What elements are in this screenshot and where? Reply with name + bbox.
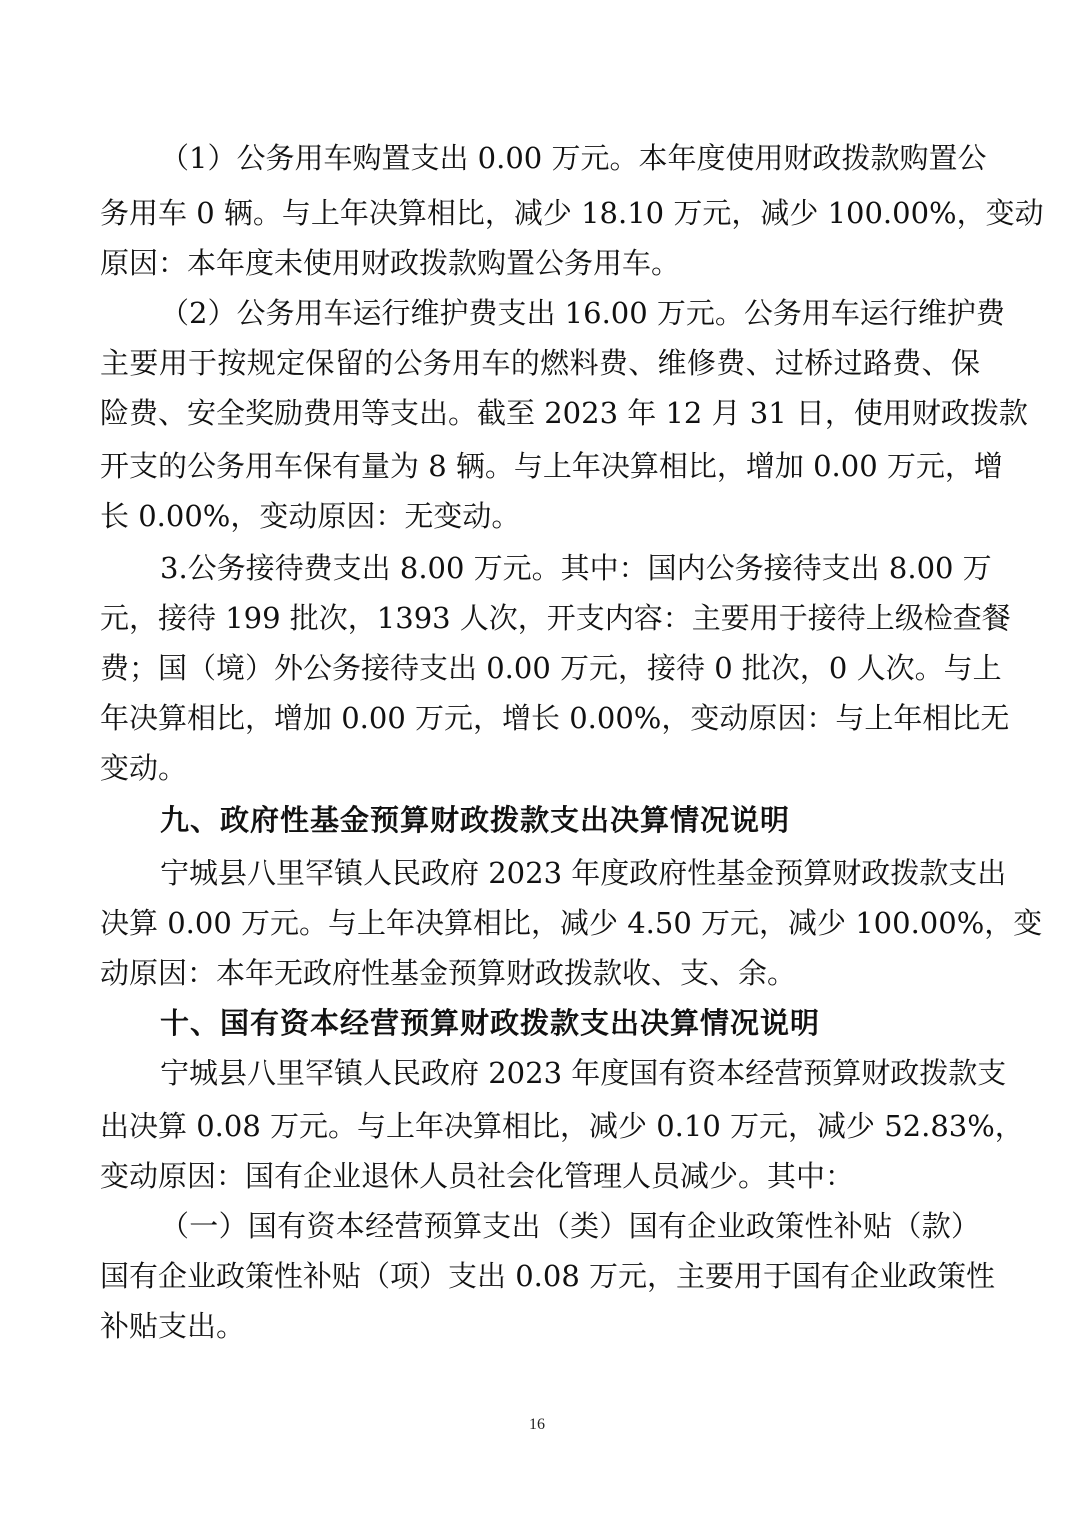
paragraph-line: 宁城县八里罕镇人民政府 2023 年度国有资本经营预算财政拨款支 [160, 1056, 1007, 1090]
paragraph-line: 主要用于按规定保留的公务用车的燃料费、维修费、过桥过路费、保 [100, 346, 980, 380]
paragraph-line: 费；国（境）外公务接待支出 0.00 万元，接待 0 批次，0 人次。与上 [100, 651, 1002, 685]
section-heading-10: 十、国有资本经营预算财政拨款支出决算情况说明 [160, 1006, 821, 1040]
paragraph-line: 出决算 0.08 万元。与上年决算相比，减少 0.10 万元，减少 52.83%， [100, 1109, 1024, 1143]
paragraph-line: 元，接待 199 批次，1393 人次，开支内容：主要用于接待上级检查餐 [100, 601, 1011, 635]
paragraph-line: 3.公务接待费支出 8.00 万元。其中：国内公务接待支出 8.00 万 [160, 551, 992, 585]
paragraph-line: （2）公务用车运行维护费支出 16.00 万元。公务用车运行维护费 [160, 296, 1005, 330]
paragraph-line: 年决算相比，增加 0.00 万元，增长 0.00%，变动原因：与上年相比无 [100, 701, 1010, 735]
paragraph-line: 补贴支出。 [100, 1309, 246, 1343]
section-heading-9: 九、政府性基金预算财政拨款支出决算情况说明 [160, 803, 791, 837]
paragraph-line: 长 0.00%，变动原因：无变动。 [100, 499, 521, 533]
paragraph-line: 决算 0.00 万元。与上年决算相比，减少 4.50 万元，减少 100.00%，变 [100, 906, 1043, 940]
paragraph-line: 险费、安全奖励费用等支出。截至 2023 年 12 月 31 日，使用财政拨款 [100, 396, 1028, 430]
paragraph-line: 变动原因：国有企业退休人员社会化管理人员减少。其中： [100, 1159, 855, 1193]
paragraph-line: 动原因：本年无政府性基金预算财政拨款收、支、余。 [100, 956, 797, 990]
paragraph-line: 务用车 0 辆。与上年决算相比，减少 18.10 万元，减少 100.00%，变动 [100, 196, 1044, 230]
paragraph-line: 开支的公务用车保有量为 8 辆。与上年决算相比，增加 0.00 万元，增 [100, 449, 1003, 483]
paragraph-line: （1）公务用车购置支出 0.00 万元。本年度使用财政拨款购置公 [160, 141, 987, 175]
page-number: 16 [529, 1416, 545, 1433]
paragraph-line: 宁城县八里罕镇人民政府 2023 年度政府性基金预算财政拨款支出 [160, 856, 1007, 890]
paragraph-line: 变动。 [100, 751, 188, 785]
paragraph-line: 国有企业政策性补贴（项）支出 0.08 万元，主要用于国有企业政策性 [100, 1259, 996, 1293]
paragraph-line: 原因：本年度未使用财政拨款购置公务用车。 [100, 246, 681, 280]
paragraph-line: （一）国有资本经营预算支出（类）国有企业政策性补贴（款） [160, 1209, 980, 1243]
